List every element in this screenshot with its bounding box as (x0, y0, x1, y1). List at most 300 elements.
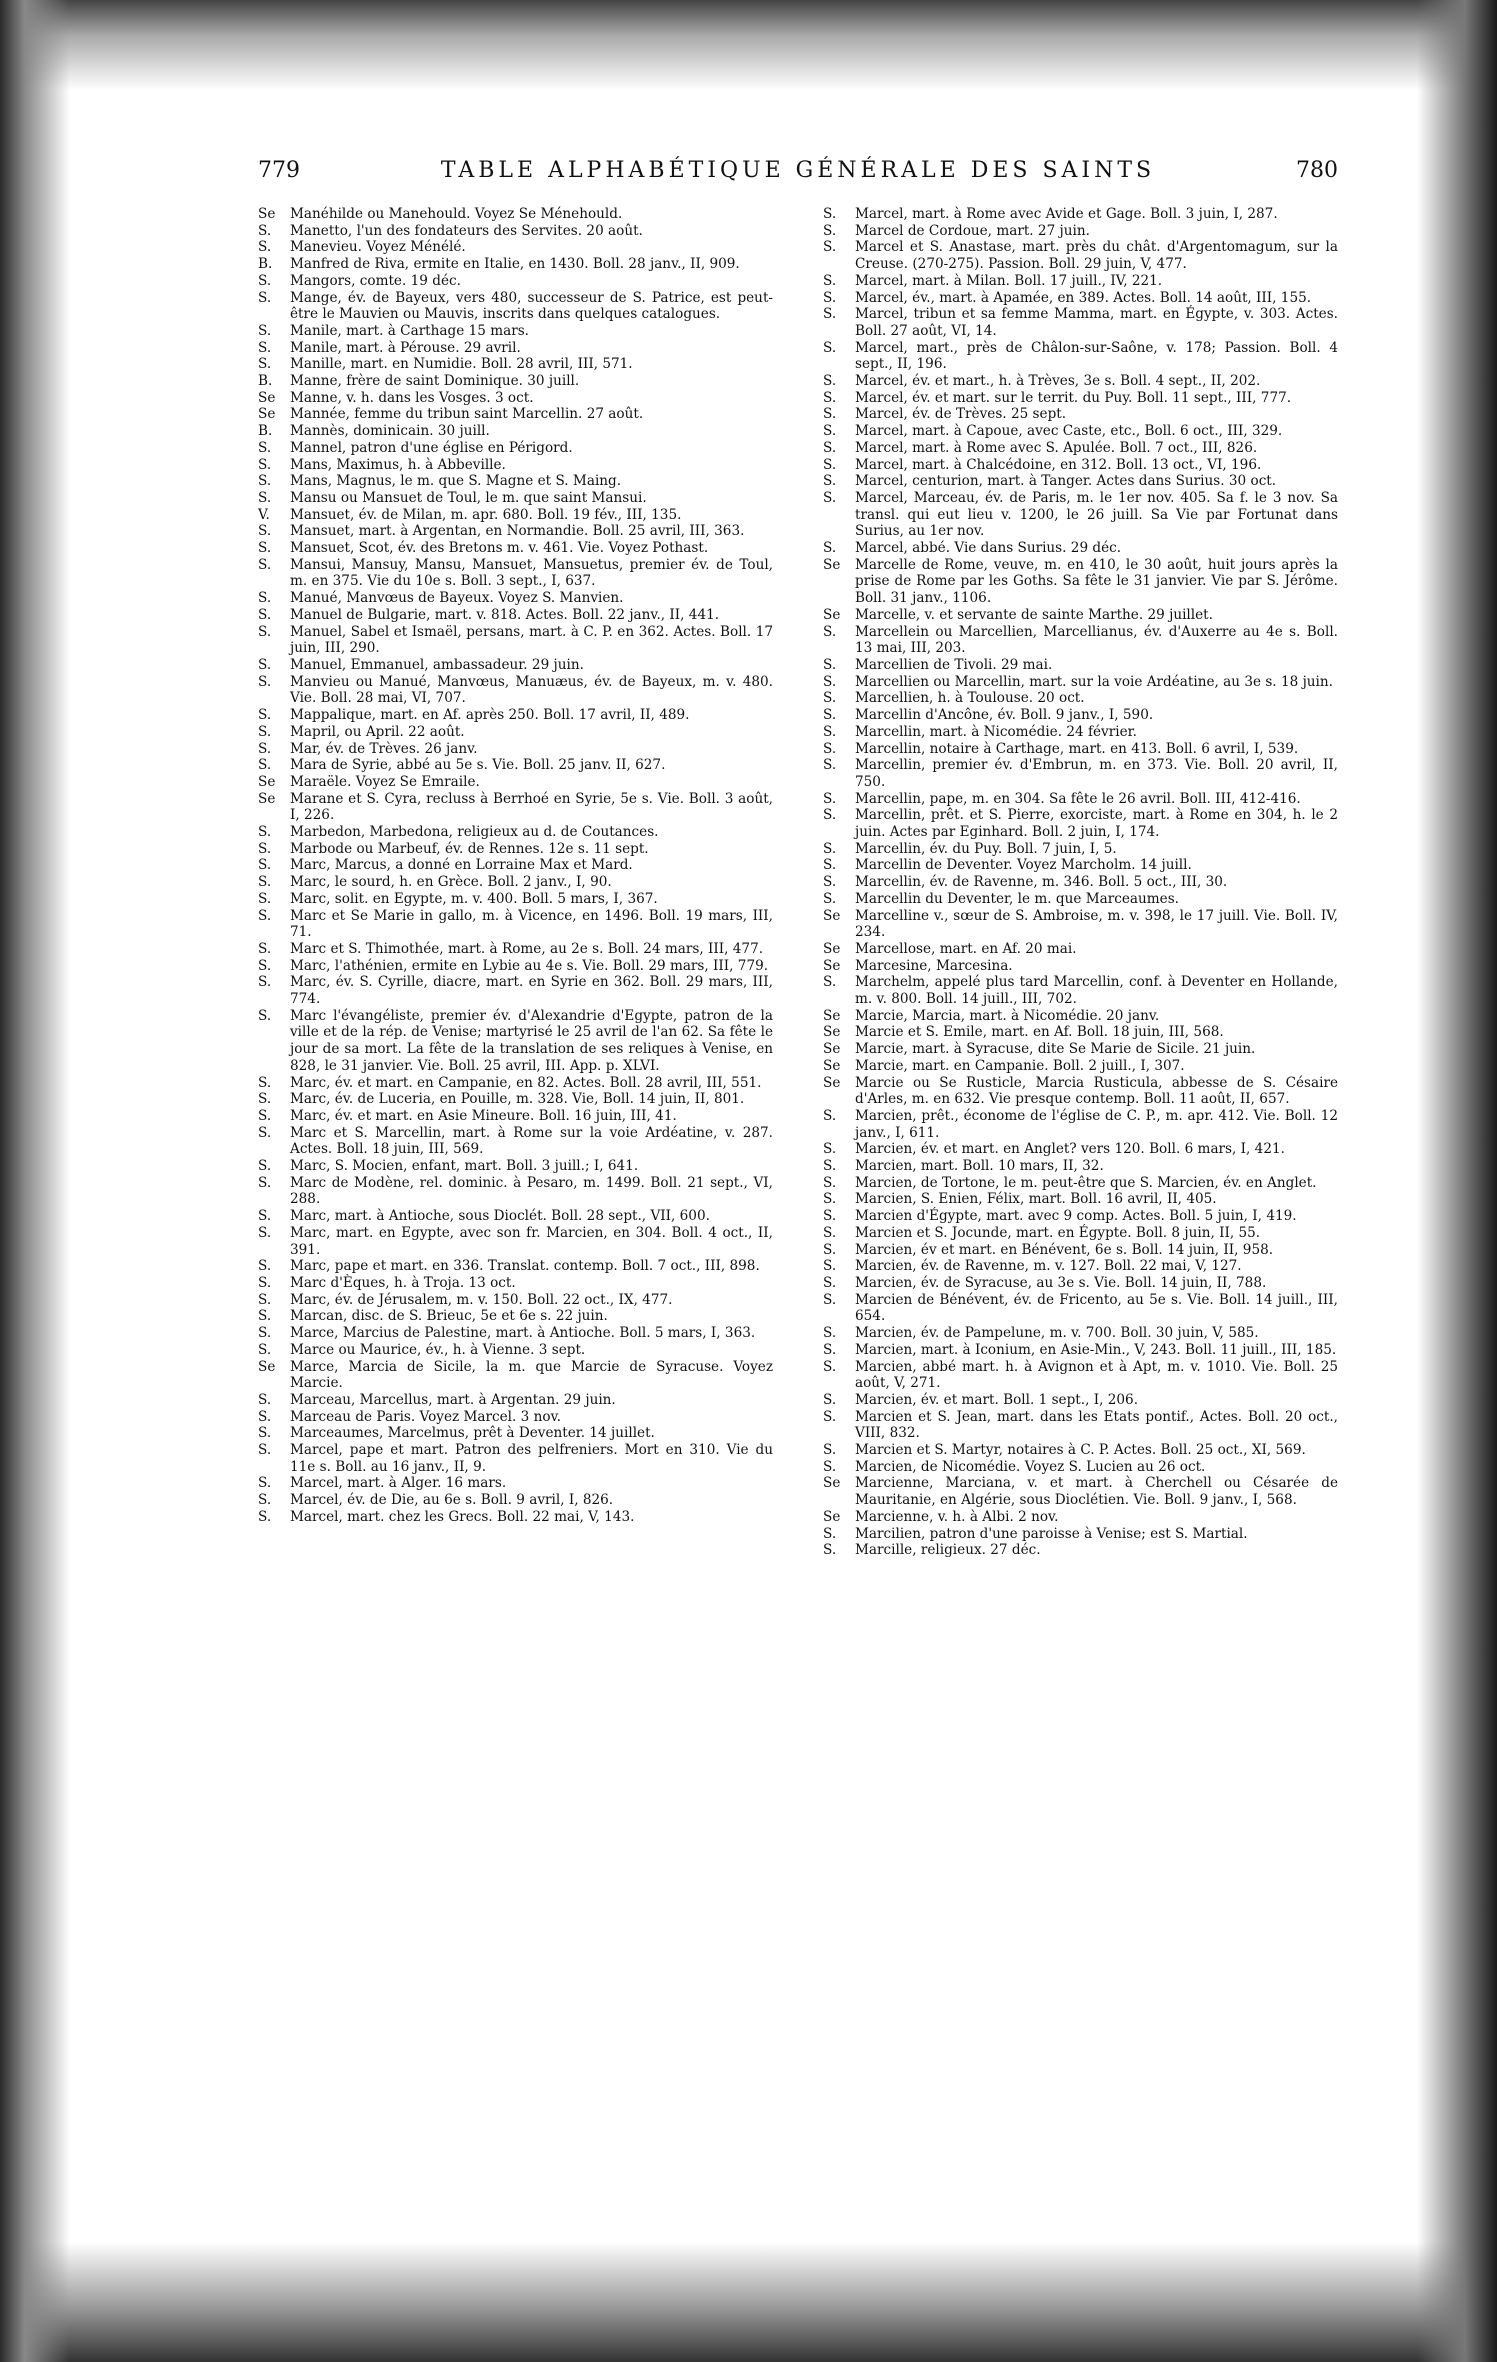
entry-text: Manuel, Sabel et Ismaël, persans, mart. à C. P. en 362. Actes. Boll. 17 juin, III, 290. (290, 623, 773, 657)
entry-status: S. (823, 1408, 837, 1425)
saint-entry (823, 440, 1338, 457)
entry-status: Se (258, 406, 276, 423)
entry-text: Marcel, abbé. Vie dans Surius. 29 déc. (855, 540, 1122, 557)
entry-status: S. (823, 757, 837, 774)
saint-entry (823, 290, 1338, 307)
saint-entry (258, 674, 773, 707)
entry-text: Manne, frère de saint Dominique. 30 juill. (290, 373, 580, 390)
entry-text: Marc et S. Thimothée, mart. à Rome, au 2e s. Boll. 24 mars, III, 477. (290, 940, 764, 957)
entry-status: S. (823, 1458, 837, 1475)
saint-entry (258, 490, 773, 507)
entry-text: Manuel de Bulgarie, mart. v. 818. Actes. Boll. 22 janv., II, 441. (290, 606, 720, 623)
entry-text: Marce ou Maurice, év., h. à Vienne. 3 sept. (290, 1341, 586, 1358)
entry-status: S. (823, 222, 837, 239)
entry-status: S. (823, 239, 837, 256)
entry-status: S. (258, 439, 272, 456)
entry-status: S. (823, 1107, 837, 1124)
entry-status: S. (258, 222, 272, 239)
saint-entry (823, 1475, 1338, 1508)
entry-status: S. (258, 556, 272, 573)
entry-status: S. (823, 1542, 837, 1559)
entry-text: Mange, év. de Bayeux, vers 480, successeur de S. Patrice, est peut-être le Mauvien ou Mauvis, inscrits dans quelques catalogues. (290, 289, 773, 323)
scan-border-right (1417, 0, 1497, 2362)
entry-status: S. (823, 656, 837, 673)
entry-status: S. (258, 456, 272, 473)
entry-text: Marcellein ou Marcellien, Marcellianus, év. d'Auxerre au 4e s. Boll. 13 mai, III, 203. (855, 623, 1338, 657)
entry-text: Mans, Magnus, le m. que S. Magne et S. Maing. (290, 473, 622, 490)
saint-entry (258, 540, 773, 557)
entry-status: Se (823, 1024, 841, 1041)
entry-status: S. (258, 1508, 272, 1525)
saint-entry (823, 674, 1338, 691)
saint-entry (823, 423, 1338, 440)
entry-text: Marce, Marcia de Sicile, la m. que Marcie de Syracuse. Voyez Marcie. (290, 1358, 773, 1392)
entry-status: S. (823, 456, 837, 473)
saint-entry (258, 1108, 773, 1125)
entry-status: S. (258, 673, 272, 690)
entry-status: S. (823, 790, 837, 807)
saint-entry (823, 874, 1338, 891)
saint-entry (258, 373, 773, 390)
entry-text: Marcel, mart. chez les Grecs. Boll. 22 mai, V, 143. (290, 1508, 635, 1525)
entry-status: Se (823, 957, 841, 974)
saint-entry (823, 657, 1338, 674)
entry-text: Marcel, mart. à Rome avec S. Apulée. Boll. 7 oct., III, 826. (855, 439, 1258, 456)
right-column (823, 206, 1338, 2056)
entry-text: Marcel, év. et mart. sur le territ. du Puy. Boll. 11 sept., III, 777. (855, 389, 1292, 406)
saint-entry (823, 1342, 1338, 1359)
entry-status: S. (258, 1341, 272, 1358)
saint-entry (823, 1258, 1338, 1275)
entry-status: S. (823, 857, 837, 874)
entry-status: Se (823, 606, 841, 623)
entry-text: Marcie et S. Emile, mart. en Af. Boll. 18 juin, III, 568. (855, 1024, 1224, 1041)
saint-entry (258, 340, 773, 357)
entry-status: S. (823, 690, 837, 707)
entry-text: Mappalique, mart. en Af. après 250. Boll. 17 avril, II, 489. (290, 707, 690, 724)
saint-entry (258, 908, 773, 941)
saint-entry (823, 223, 1338, 240)
entry-text: Marcel, mart. à Alger. 16 mars. (290, 1475, 507, 1492)
entry-status: S. (258, 606, 272, 623)
entry-text: Marc, év. S. Cyrille, diacre, mart. en Syrie en 362. Boll. 29 mars, III, 774. (290, 974, 773, 1008)
entry-status: S. (823, 489, 837, 506)
saint-entry (823, 306, 1338, 339)
entry-status: S. (823, 473, 837, 490)
entry-text: Marcel, Marceau, év. de Paris, m. le 1er nov. 405. Sa f. le 3 nov. Sa transl. qui eut lieu v. 1200, le 26 juill. Sa Vie par Fortunat dans Surius, au 1er nov. (855, 489, 1338, 540)
entry-status: S. (823, 1275, 837, 1291)
entry-text: Marcellien ou Marcellin, mart. sur la voie Ardéatine, au 3e s. 18 juin. (855, 673, 1333, 690)
saint-entry (823, 807, 1338, 840)
entry-text: Marcellien de Tivoli. 29 mai. (855, 656, 1053, 673)
entry-status: S. (258, 907, 272, 924)
entry-text: Marbedon, Marbedona, religieux au d. de Coutances. (290, 824, 659, 841)
entry-text: Mansu ou Mansuet de Toul, le m. que saint Mansui. (290, 489, 647, 506)
entry-status: S. (258, 957, 272, 974)
entry-status: S. (258, 740, 272, 757)
entry-status: Se (823, 940, 841, 957)
entry-text: Marcien, mart. Boll. 10 mars, II, 32. (855, 1158, 1104, 1175)
entry-text: Maraële. Voyez Se Emraile. (290, 773, 480, 790)
entry-text: Marchelm, appelé plus tard Marcellin, conf. à Deventer en Hollande, m. v. 800. Boll. 14 juill., III, 702. (855, 974, 1338, 1008)
entry-text: Marcellin, mart. à Nicomédie. 24 février. (855, 723, 1137, 740)
entry-status: S. (823, 1224, 837, 1241)
entry-status: S. (823, 1325, 837, 1342)
entry-text: Marcien, év et mart. en Bénévent, 6e s. Boll. 14 juin, II, 958. (855, 1241, 1274, 1258)
entry-text: Marcellin d'Ancône, év. Boll. 9 janv., I, 590. (855, 707, 1154, 724)
running-header (258, 158, 1338, 192)
saint-entry (823, 757, 1338, 790)
entry-text: Marc l'évangéliste, premier év. d'Alexandrie d'Egypte, patron de la ville et de la rép. de Venise; martyrisé le 25 avril de l'an 62. Sa fête le jour de sa mort. La fête de la translation de ses reliques à Venise, en 828, le 31 janvier. Vie. Boll. 25 avril, III. App. p. XLVI. (290, 1007, 773, 1074)
entry-status: S. (823, 874, 837, 891)
entry-text: Marcellin, premier év. d'Embrun, m. en 373. Vie. Boll. 20 avril, II, 750. (855, 757, 1338, 790)
entry-status: S. (258, 1475, 272, 1492)
entry-status: S. (823, 723, 837, 740)
entry-status: S. (823, 1525, 837, 1542)
saint-entry (823, 1242, 1338, 1259)
entry-status: S. (823, 673, 837, 690)
entry-status: S. (823, 1158, 837, 1175)
entry-text: Marc, év. et mart. en Campanie, en 82. Actes. Boll. 28 avril, III, 551. (290, 1074, 762, 1091)
entry-text: Marcien, de Tortone, le m. peut-être que S. Marcien, év. en Anglet. (855, 1174, 1317, 1191)
entry-status: S. (823, 1208, 837, 1225)
entry-status: S. (258, 656, 272, 673)
saint-entry (823, 841, 1338, 858)
saint-entry (258, 857, 773, 874)
entry-status: S. (258, 1091, 272, 1108)
saint-entry (258, 523, 773, 540)
saint-entry (258, 741, 773, 758)
entry-status: S. (258, 339, 272, 356)
entry-text: Marc, év. de Jérusalem, m. v. 150. Boll. 22 oct., IX, 477. (290, 1291, 673, 1308)
saint-entry (258, 891, 773, 908)
entry-status: S. (258, 272, 272, 289)
entry-status: S. (258, 1224, 272, 1241)
entry-status: S. (823, 272, 837, 289)
saint-entry (823, 974, 1338, 1007)
entry-status: S. (823, 439, 837, 456)
entry-text: Marc et S. Marcellin, mart. à Rome sur la voie Ardéatine, v. 287. Actes. Boll. 18 juin, III, 569. (290, 1124, 773, 1158)
saint-entry (258, 1225, 773, 1258)
entry-status: S. (258, 974, 272, 991)
saint-entry (258, 273, 773, 290)
entry-status: Se (823, 1057, 841, 1074)
entry-status: S. (823, 389, 837, 406)
entry-text: Marcel de Cordoue, mart. 27 juin. (855, 222, 1090, 239)
entry-status: S. (258, 1325, 272, 1342)
entry-text: Manfred de Riva, ermite en Italie, en 1430. Boll. 28 janv., II, 909. (290, 256, 740, 273)
entry-text: Marcellin de Deventer. Voyez Marcholm. 14 juill. (855, 857, 1192, 874)
saint-entry (823, 1158, 1338, 1175)
entry-text: Marc, mart. en Egypte, avec son fr. Marcien, en 304. Boll. 4 oct., II, 391. (290, 1224, 773, 1258)
entry-text: Marcel, év. de Die, au 6e s. Boll. 9 avril, I, 826. (290, 1492, 614, 1509)
entry-status: Se (258, 773, 276, 790)
page-number-right: 780 (1296, 158, 1338, 183)
entry-text: Mannès, dominicain. 30 juill. (290, 423, 490, 440)
saint-entry (258, 624, 773, 657)
saint-entry (823, 1292, 1338, 1325)
entry-status: S. (258, 489, 272, 506)
saint-entry (258, 1091, 773, 1108)
saint-entry (823, 1442, 1338, 1459)
saint-entry (823, 490, 1338, 540)
saint-entry (823, 1359, 1338, 1392)
saint-entry (258, 1175, 773, 1208)
saint-entry (823, 1075, 1338, 1108)
entry-text: Mansuet, év. de Milan, m. apr. 680. Boll. 19 fév., III, 135. (290, 506, 682, 523)
saint-entry (258, 1409, 773, 1426)
entry-text: Marcel, mart. à Rome avec Avide et Gage. Boll. 3 juin, I, 287. (855, 206, 1278, 222)
entry-text: Marcel, év. et mart., h. à Trèves, 3e s. Boll. 4 sept., II, 202. (855, 373, 1261, 390)
saint-entry (258, 239, 773, 256)
entry-status: S. (258, 1158, 272, 1175)
entry-status: S. (258, 523, 272, 540)
entry-text: Marc, év. et mart. en Asie Mineure. Boll. 16 juin, III, 41. (290, 1107, 677, 1124)
saint-entry (258, 206, 773, 223)
entry-text: Marc, pape et mart. en 336. Translat. contemp. Boll. 7 oct., III, 898. (290, 1258, 760, 1275)
entry-text: Marc, év. de Luceria, en Pouille, m. 328. Vie, Boll. 14 juin, II, 801. (290, 1091, 745, 1108)
entry-text: Marcel, év. de Trèves. 25 sept. (855, 406, 1067, 423)
entry-status: Se (823, 1074, 841, 1091)
entry-text: Marcien et S. Jean, mart. dans les Etats pontif., Actes. Boll. 20 oct., VIII, 832. (855, 1408, 1338, 1442)
saint-entry (823, 857, 1338, 874)
saint-entry (823, 1175, 1338, 1192)
saint-entry (258, 1075, 773, 1092)
entry-status: S. (823, 1341, 837, 1358)
saint-entry (258, 1509, 773, 1526)
entry-text: Mannée, femme du tribun saint Marcellin. 27 août. (290, 406, 644, 423)
left-column (258, 206, 773, 2056)
entry-text: Marcien, év. de Ravenne, m. v. 127. Boll. 22 mai, V, 127. (855, 1258, 1242, 1275)
saint-entry (258, 590, 773, 607)
entry-status: Se (258, 1358, 276, 1375)
saint-entry (258, 607, 773, 624)
entry-status: S. (258, 1425, 272, 1442)
entry-status: Se (823, 556, 841, 573)
entry-status: S. (258, 874, 272, 891)
entry-text: Marcel, tribun et sa femme Mamma, mart. en Égypte, v. 303. Actes. Boll. 27 août, VI, 14. (855, 306, 1338, 339)
entry-status: S. (258, 239, 272, 256)
entry-text: Mangors, comte. 19 déc. (290, 272, 461, 289)
saint-entry (258, 1158, 773, 1175)
entry-text: Marcesine, Marcesina. (855, 957, 1013, 974)
entry-status: S. (823, 1442, 837, 1459)
entry-status: S. (823, 1174, 837, 1191)
saint-entry (258, 1008, 773, 1075)
saint-entry (258, 941, 773, 958)
entry-text: Marcie ou Se Rusticle, Marcia Rusticula, abbesse de S. Césaire d'Arles, m. en 632. Vie presque contemp. Boll. 11 août, II, 657. (855, 1074, 1338, 1108)
entry-text: Marcien et S. Jocunde, mart. en Égypte. Boll. 8 juin, II, 55. (855, 1224, 1261, 1241)
entry-text: Mannel, patron d'une église en Périgord. (290, 439, 573, 456)
saint-entry (823, 1325, 1338, 1342)
entry-status: S. (258, 1107, 272, 1124)
entry-text: Marcien, év. et mart. en Anglet? vers 120. Boll. 6 mars, I, 421. (855, 1141, 1285, 1158)
saint-entry (258, 1359, 773, 1392)
entry-status: S. (823, 1291, 837, 1308)
entry-status: S. (258, 540, 272, 557)
saint-entry (258, 406, 773, 423)
saint-entry (258, 557, 773, 590)
entry-status: S. (258, 623, 272, 640)
saint-entry (258, 1258, 773, 1275)
saint-entry (823, 690, 1338, 707)
entry-text: Marcienne, Marciana, v. et mart. à Cherchell ou Césarée de Mauritanie, en Algérie, sous Dioclétien. Vie. Boll. 9 janv., I, 568. (855, 1475, 1338, 1509)
saint-entry (258, 841, 773, 858)
saint-entry (258, 757, 773, 774)
saint-entry (823, 891, 1338, 908)
entry-status: S. (823, 974, 837, 991)
scan-border-left (0, 0, 70, 2362)
entry-status: S. (823, 373, 837, 390)
entry-text: Marcelle, v. et servante de sainte Marthe. 29 juillet. (855, 606, 1213, 623)
saint-entry (258, 724, 773, 741)
entry-text: Mara de Syrie, abbé au 5e s. Vie. Boll. 25 janv. II, 627. (290, 757, 666, 774)
entry-text: Marcel, centurion, mart. à Tanger. Actes dans Surius. 30 oct. (855, 473, 1277, 490)
entry-text: Marcien, abbé mart. h. à Avignon et à Apt, m. v. 1010. Vie. Boll. 25 août, V, 271. (855, 1358, 1338, 1392)
entry-text: Marcien, mart. à Iconium, en Asie-Min., V, 243. Boll. 11 juill., III, 185. (855, 1341, 1337, 1358)
saint-entry (823, 540, 1338, 557)
entry-text: Marc, Marcus, a donné en Lorraine Max et Mard. (290, 857, 633, 874)
entry-status: S. (823, 1141, 837, 1158)
entry-text: Manvieu ou Manué, Manvœus, Manuæus, év. de Bayeux, m. v. 480. Vie. Boll. 28 mai, VI, 707. (290, 673, 773, 707)
entry-text: Mar, év. de Trèves. 26 janv. (290, 740, 478, 757)
entry-text: Mapril, ou April. 22 août. (290, 723, 465, 740)
entry-status: S. (258, 1308, 272, 1325)
entry-text: Marcellin, notaire à Carthage, mart. en 413. Boll. 6 avril, I, 539. (855, 740, 1299, 757)
entry-status: S. (258, 1442, 272, 1459)
entry-status: S. (823, 890, 837, 907)
entry-status: B. (258, 256, 273, 273)
entry-status: Se (823, 1041, 841, 1058)
entry-status: S. (823, 807, 837, 824)
entry-status: S. (258, 840, 272, 857)
saint-entry (258, 874, 773, 891)
entry-text: Marc de Modène, rel. dominic. à Pesaro, m. 1499. Boll. 21 sept., VI, 288. (290, 1174, 773, 1208)
saint-entry (258, 457, 773, 474)
entry-status: S. (258, 590, 272, 607)
entry-status: S. (258, 890, 272, 907)
entry-status: Se (823, 1475, 841, 1492)
entry-status: Se (823, 1007, 841, 1024)
scan-border-top (0, 0, 1497, 90)
saint-entry (258, 958, 773, 975)
entry-text: Marcienne, v. h. à Albi. 2 nov. (855, 1508, 1059, 1525)
entry-text: Marc, S. Mocien, enfant, mart. Boll. 3 juill.; I, 641. (290, 1158, 639, 1175)
entry-status: S. (258, 1492, 272, 1509)
entry-status: Se (258, 389, 276, 406)
saint-entry (258, 1292, 773, 1309)
entry-status: S. (258, 707, 272, 724)
saint-entry (823, 1008, 1338, 1025)
entry-text: Marce, Marcius de Palestine, mart. à Antioche. Boll. 5 mars, I, 363. (290, 1325, 756, 1342)
saint-entry (258, 423, 773, 440)
saint-entry (823, 1275, 1338, 1292)
saint-entry (823, 908, 1338, 941)
entry-status: S. (258, 1007, 272, 1024)
saint-entry (258, 1275, 773, 1292)
entry-status: S. (823, 623, 837, 640)
entry-text: Manéhilde ou Manehould. Voyez Se Ménehould. (290, 206, 623, 222)
entry-status: S. (823, 423, 837, 440)
saint-entry (823, 273, 1338, 290)
saint-entry (823, 1024, 1338, 1041)
entry-text: Manevieu. Voyez Ménélé. (290, 239, 466, 256)
entry-text: Marcan, disc. de S. Brieuc, 5e et 6e s. 22 juin. (290, 1308, 608, 1325)
entry-text: Marc, le sourd, h. en Grèce. Boll. 2 janv., I, 90. (290, 874, 612, 891)
saint-entry (823, 724, 1338, 741)
entry-text: Marcie, mart. à Syracuse, dite Se Marie de Sicile. 21 juin. (855, 1041, 1256, 1058)
saint-entry (258, 974, 773, 1007)
entry-status: Se (823, 907, 841, 924)
saint-entry (258, 1442, 773, 1475)
text-columns (258, 206, 1338, 2056)
saint-entry (823, 1509, 1338, 1526)
entry-text: Marcelle de Rome, veuve, m. en 410, le 30 août, huit jours après la prise de Rome par les Goths. Sa fête le 31 janvier. Vie par S. Jérôme. Boll. 31 janv., 1106. (855, 556, 1338, 607)
entry-text: Marceaumes, Marcelmus, prêt à Deventer. 14 juillet. (290, 1425, 655, 1442)
saint-entry (258, 1475, 773, 1492)
entry-text: Marcellose, mart. en Af. 20 mai. (855, 940, 1077, 957)
entry-text: Marcel, év., mart. à Apamée, en 389. Actes. Boll. 14 août, III, 155. (855, 289, 1312, 306)
entry-text: Manille, mart. en Numidie. Boll. 28 avril, III, 571. (290, 356, 633, 373)
saint-entry (823, 557, 1338, 607)
entry-status: S. (258, 322, 272, 339)
saint-entry (258, 473, 773, 490)
entry-text: Marcellin, év. du Puy. Boll. 7 juin, I, 5. (855, 840, 1117, 857)
entry-text: Marcille, religieux. 27 déc. (855, 1542, 1041, 1559)
entry-status: S. (258, 857, 272, 874)
saint-entry (823, 206, 1338, 223)
page-number-left: 779 (258, 158, 300, 183)
saint-entry (258, 323, 773, 340)
saint-entry (258, 223, 773, 240)
saint-entry (823, 1058, 1338, 1075)
entry-status: S. (258, 1408, 272, 1425)
entry-status: S. (258, 1275, 272, 1291)
saint-entry (258, 1492, 773, 1509)
entry-text: Marcellin, pape, m. en 304. Sa fête le 26 avril. Boll. III, 412-416. (855, 790, 1301, 807)
entry-status: S. (823, 1358, 837, 1375)
entry-text: Marcien, év. de Syracuse, au 3e s. Vie. Boll. 14 juin, II, 788. (855, 1275, 1267, 1291)
saint-entry (823, 457, 1338, 474)
entry-text: Manile, mart. à Pérouse. 29 avril. (290, 339, 521, 356)
entry-status: S. (258, 1291, 272, 1308)
running-title: TABLE ALPHABÉTIQUE GÉNÉRALE DES SAINTS (440, 158, 1156, 183)
saint-entry (823, 1108, 1338, 1141)
saint-entry (823, 373, 1338, 390)
entry-status: S. (823, 1258, 837, 1275)
entry-text: Marcel, mart., près de Châlon-sur-Saône, v. 178; Passion. Boll. 4 sept., II, 196. (855, 339, 1338, 373)
saint-entry (823, 741, 1338, 758)
saint-entry (823, 1208, 1338, 1225)
saint-entry (258, 1425, 773, 1442)
entry-text: Manetto, l'un des fondateurs des Servites. 20 août. (290, 222, 643, 239)
entry-text: Marcellin du Deventer, le m. que Marceaumes. (855, 890, 1179, 907)
saint-entry (823, 1542, 1338, 1559)
entry-text: Marcien, év. et mart. Boll. 1 sept., I, 206. (855, 1391, 1139, 1408)
saint-entry (823, 340, 1338, 373)
entry-text: Marc d'Èques, h. à Troja. 13 oct. (290, 1275, 516, 1291)
entry-status: S. (258, 1174, 272, 1191)
entry-status: S. (258, 1391, 272, 1408)
entry-text: Marcien, év. de Pampelune, m. v. 700. Boll. 30 juin, V, 585. (855, 1325, 1259, 1342)
entry-text: Marbode ou Marbeuf, év. de Rennes. 12e s. 11 sept. (290, 840, 649, 857)
entry-status: S. (258, 473, 272, 490)
entry-text: Marcie, Marcia, mart. à Nicomédie. 20 janv. (855, 1007, 1160, 1024)
entry-status: S. (823, 840, 837, 857)
entry-text: Marcien et S. Martyr, notaires à C. P. Actes. Boll. 25 oct., XI, 569. (855, 1442, 1306, 1459)
entry-text: Marcie, mart. en Campanie. Boll. 2 juill., I, 307. (855, 1057, 1185, 1074)
entry-status: S. (258, 757, 272, 774)
